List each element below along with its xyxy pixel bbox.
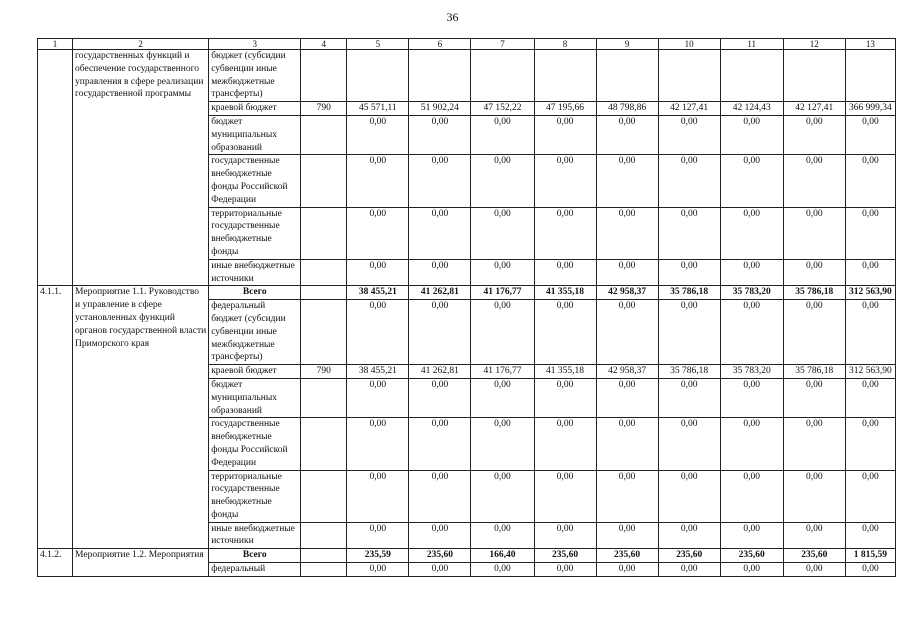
amount-cell: 0,00: [409, 207, 471, 259]
item-index: [38, 50, 73, 286]
amount-cell: 0,00: [409, 378, 471, 417]
amount-cell: 0,00: [596, 207, 658, 259]
column-number: 9: [596, 39, 658, 50]
amount-cell: 0,00: [720, 418, 783, 470]
column-number: 8: [534, 39, 596, 50]
amount-cell: 0,00: [471, 418, 534, 470]
budget-code: [301, 378, 347, 417]
amount-cell: 0,00: [471, 300, 534, 365]
budget-code: [301, 50, 347, 102]
column-number: 10: [658, 39, 720, 50]
amount-cell: 0,00: [471, 470, 534, 522]
item-index: 4.1.2.: [38, 549, 73, 577]
budget-code: [301, 207, 347, 259]
amount-cell: [534, 50, 596, 102]
funding-source: государственные внебюджетные фонды Российской Федерации: [209, 155, 301, 207]
amount-cell: 41 262,81: [409, 365, 471, 379]
amount-cell: 0,00: [409, 300, 471, 365]
amount-cell: 0,00: [347, 470, 409, 522]
amount-cell: 235,60: [409, 549, 471, 563]
amount-cell: 0,00: [409, 155, 471, 207]
column-number: 7: [471, 39, 534, 50]
budget-code: [301, 470, 347, 522]
amount-cell: 0,00: [783, 378, 845, 417]
funding-source: федеральный: [209, 563, 301, 577]
amount-cell: 0,00: [347, 563, 409, 577]
column-number: 2: [73, 39, 209, 50]
amount-cell: 0,00: [596, 418, 658, 470]
budget-code: [301, 155, 347, 207]
amount-cell: 0,00: [534, 300, 596, 365]
amount-cell: 0,00: [409, 563, 471, 577]
amount-cell: 0,00: [720, 470, 783, 522]
amount-cell: 312 563,90: [845, 286, 895, 300]
amount-cell: [409, 50, 471, 102]
amount-cell: 35 786,18: [658, 286, 720, 300]
amount-cell: 48 798,86: [596, 102, 658, 116]
amount-cell: 0,00: [783, 115, 845, 154]
budget-code: [301, 563, 347, 577]
amount-cell: 0,00: [845, 470, 895, 522]
amount-cell: 0,00: [534, 563, 596, 577]
amount-cell: 0,00: [720, 378, 783, 417]
amount-cell: 0,00: [845, 563, 895, 577]
amount-cell: 166,40: [471, 549, 534, 563]
amount-cell: 0,00: [534, 155, 596, 207]
amount-cell: 42 127,41: [783, 102, 845, 116]
amount-cell: 0,00: [658, 563, 720, 577]
amount-cell: 0,00: [845, 418, 895, 470]
amount-cell: 0,00: [347, 300, 409, 365]
funding-source: территориальные государственные внебюджетные фонды: [209, 470, 301, 522]
amount-cell: 0,00: [409, 470, 471, 522]
amount-cell: 35 783,20: [720, 365, 783, 379]
column-number: 5: [347, 39, 409, 50]
amount-cell: 0,00: [596, 522, 658, 549]
amount-cell: 0,00: [720, 563, 783, 577]
amount-cell: 0,00: [471, 155, 534, 207]
funding-source: бюджет муниципальных образований: [209, 115, 301, 154]
amount-cell: 0,00: [534, 378, 596, 417]
amount-cell: 47 152,22: [471, 102, 534, 116]
budget-code: [301, 286, 347, 300]
amount-cell: 35 786,18: [783, 286, 845, 300]
amount-cell: 0,00: [658, 522, 720, 549]
amount-cell: 0,00: [845, 378, 895, 417]
budget-code: [301, 259, 347, 286]
budget-code: [301, 522, 347, 549]
amount-cell: 47 195,66: [534, 102, 596, 116]
amount-cell: 41 355,18: [534, 365, 596, 379]
amount-cell: [347, 50, 409, 102]
amount-cell: 0,00: [471, 207, 534, 259]
amount-cell: 0,00: [409, 259, 471, 286]
amount-cell: 0,00: [720, 300, 783, 365]
amount-cell: 235,60: [783, 549, 845, 563]
amount-cell: 0,00: [409, 115, 471, 154]
amount-cell: 0,00: [658, 470, 720, 522]
budget-code: [301, 549, 347, 563]
amount-cell: 41 176,77: [471, 365, 534, 379]
amount-cell: 0,00: [596, 470, 658, 522]
page-number: 36: [446, 10, 459, 24]
amount-cell: 35 786,18: [783, 365, 845, 379]
amount-cell: 38 455,21: [347, 286, 409, 300]
amount-cell: 45 571,11: [347, 102, 409, 116]
amount-cell: 0,00: [471, 378, 534, 417]
amount-cell: 0,00: [783, 522, 845, 549]
amount-cell: 0,00: [845, 300, 895, 365]
amount-cell: 0,00: [783, 300, 845, 365]
amount-cell: 42 127,41: [658, 102, 720, 116]
amount-cell: 235,60: [720, 549, 783, 563]
amount-cell: 235,59: [347, 549, 409, 563]
budget-code: 790: [301, 365, 347, 379]
amount-cell: 41 355,18: [534, 286, 596, 300]
amount-cell: 0,00: [534, 207, 596, 259]
budget-code: [301, 300, 347, 365]
amount-cell: 0,00: [783, 470, 845, 522]
amount-cell: 0,00: [783, 207, 845, 259]
amount-cell: 0,00: [596, 259, 658, 286]
amount-cell: 0,00: [596, 115, 658, 154]
budget-table: [37, 38, 896, 577]
funding-row: [38, 50, 896, 102]
amount-cell: 0,00: [596, 378, 658, 417]
amount-cell: 0,00: [720, 207, 783, 259]
amount-cell: 0,00: [658, 155, 720, 207]
column-number: 11: [720, 39, 783, 50]
column-number: 3: [209, 39, 301, 50]
amount-cell: 0,00: [409, 418, 471, 470]
budget-code: [301, 418, 347, 470]
amount-cell: 1 815,59: [845, 549, 895, 563]
funding-source: территориальные государственные внебюджетные фонды: [209, 207, 301, 259]
amount-cell: 0,00: [347, 418, 409, 470]
amount-cell: 0,00: [347, 259, 409, 286]
amount-cell: [845, 50, 895, 102]
amount-cell: 0,00: [471, 522, 534, 549]
amount-cell: 0,00: [471, 563, 534, 577]
column-number: 4: [301, 39, 347, 50]
amount-cell: 0,00: [347, 378, 409, 417]
amount-cell: 0,00: [534, 470, 596, 522]
amount-cell: 0,00: [596, 155, 658, 207]
amount-cell: 0,00: [845, 259, 895, 286]
amount-cell: 0,00: [845, 207, 895, 259]
column-number: 1: [38, 39, 73, 50]
amount-cell: 0,00: [471, 115, 534, 154]
funding-source: бюджет муниципальных образований: [209, 378, 301, 417]
total-row: [38, 286, 896, 300]
amount-cell: 0,00: [720, 155, 783, 207]
amount-cell: 0,00: [845, 115, 895, 154]
amount-cell: 41 176,77: [471, 286, 534, 300]
amount-cell: 0,00: [347, 522, 409, 549]
amount-cell: 38 455,21: [347, 365, 409, 379]
amount-cell: 235,60: [534, 549, 596, 563]
amount-cell: 366 999,34: [845, 102, 895, 116]
column-number: 13: [845, 39, 895, 50]
amount-cell: 0,00: [720, 259, 783, 286]
item-name: государственных функций и обеспечение государственного управления в сфере реализации государственной программы: [73, 50, 209, 286]
funding-source: Всего: [209, 286, 301, 300]
amount-cell: 35 783,20: [720, 286, 783, 300]
amount-cell: [471, 50, 534, 102]
amount-cell: 0,00: [783, 155, 845, 207]
amount-cell: [658, 50, 720, 102]
amount-cell: 0,00: [658, 300, 720, 365]
amount-cell: 42 958,37: [596, 365, 658, 379]
amount-cell: 0,00: [534, 522, 596, 549]
funding-source: иные внебюджетные источники: [209, 259, 301, 286]
item-name: Мероприятие 1.2. Мероприятия: [73, 549, 209, 577]
budget-code: 790: [301, 102, 347, 116]
amount-cell: 312 563,90: [845, 365, 895, 379]
amount-cell: 0,00: [658, 115, 720, 154]
amount-cell: 0,00: [720, 115, 783, 154]
amount-cell: [720, 50, 783, 102]
amount-cell: 0,00: [845, 155, 895, 207]
funding-source: государственные внебюджетные фонды Российской Федерации: [209, 418, 301, 470]
table-body: [38, 39, 896, 577]
amount-cell: 235,60: [658, 549, 720, 563]
amount-cell: 42 124,43: [720, 102, 783, 116]
column-number-row: [38, 39, 896, 50]
amount-cell: 0,00: [409, 522, 471, 549]
amount-cell: 0,00: [471, 259, 534, 286]
item-index: 4.1.1.: [38, 286, 73, 549]
budget-code: [301, 115, 347, 154]
amount-cell: 0,00: [534, 418, 596, 470]
amount-cell: 0,00: [658, 418, 720, 470]
funding-source: иные внебюджетные источники: [209, 522, 301, 549]
funding-source: Всего: [209, 549, 301, 563]
total-row: [38, 549, 896, 563]
amount-cell: 0,00: [783, 563, 845, 577]
amount-cell: 0,00: [347, 115, 409, 154]
item-name: Мероприятие 1.1. Руководство и управление в сфере установленных функций органов государственной власти Приморского края: [73, 286, 209, 549]
amount-cell: 0,00: [658, 207, 720, 259]
amount-cell: 0,00: [658, 259, 720, 286]
amount-cell: 0,00: [534, 115, 596, 154]
amount-cell: 0,00: [783, 418, 845, 470]
amount-cell: 0,00: [720, 522, 783, 549]
funding-source: краевой бюджет: [209, 102, 301, 116]
amount-cell: 42 958,37: [596, 286, 658, 300]
amount-cell: 0,00: [596, 563, 658, 577]
amount-cell: 0,00: [658, 378, 720, 417]
amount-cell: 0,00: [845, 522, 895, 549]
amount-cell: 235,60: [596, 549, 658, 563]
amount-cell: 0,00: [347, 155, 409, 207]
amount-cell: 0,00: [534, 259, 596, 286]
column-number: 6: [409, 39, 471, 50]
funding-source: федеральный бюджет (субсидии субвенции иные межбюджетные трансферты): [209, 300, 301, 365]
amount-cell: 0,00: [596, 300, 658, 365]
amount-cell: 41 262,81: [409, 286, 471, 300]
funding-source: бюджет (субсидии субвенции иные межбюджетные трансферты): [209, 50, 301, 102]
amount-cell: 0,00: [783, 259, 845, 286]
amount-cell: 51 902,24: [409, 102, 471, 116]
funding-source: краевой бюджет: [209, 365, 301, 379]
amount-cell: [783, 50, 845, 102]
amount-cell: 35 786,18: [658, 365, 720, 379]
column-number: 12: [783, 39, 845, 50]
amount-cell: 0,00: [347, 207, 409, 259]
amount-cell: [596, 50, 658, 102]
